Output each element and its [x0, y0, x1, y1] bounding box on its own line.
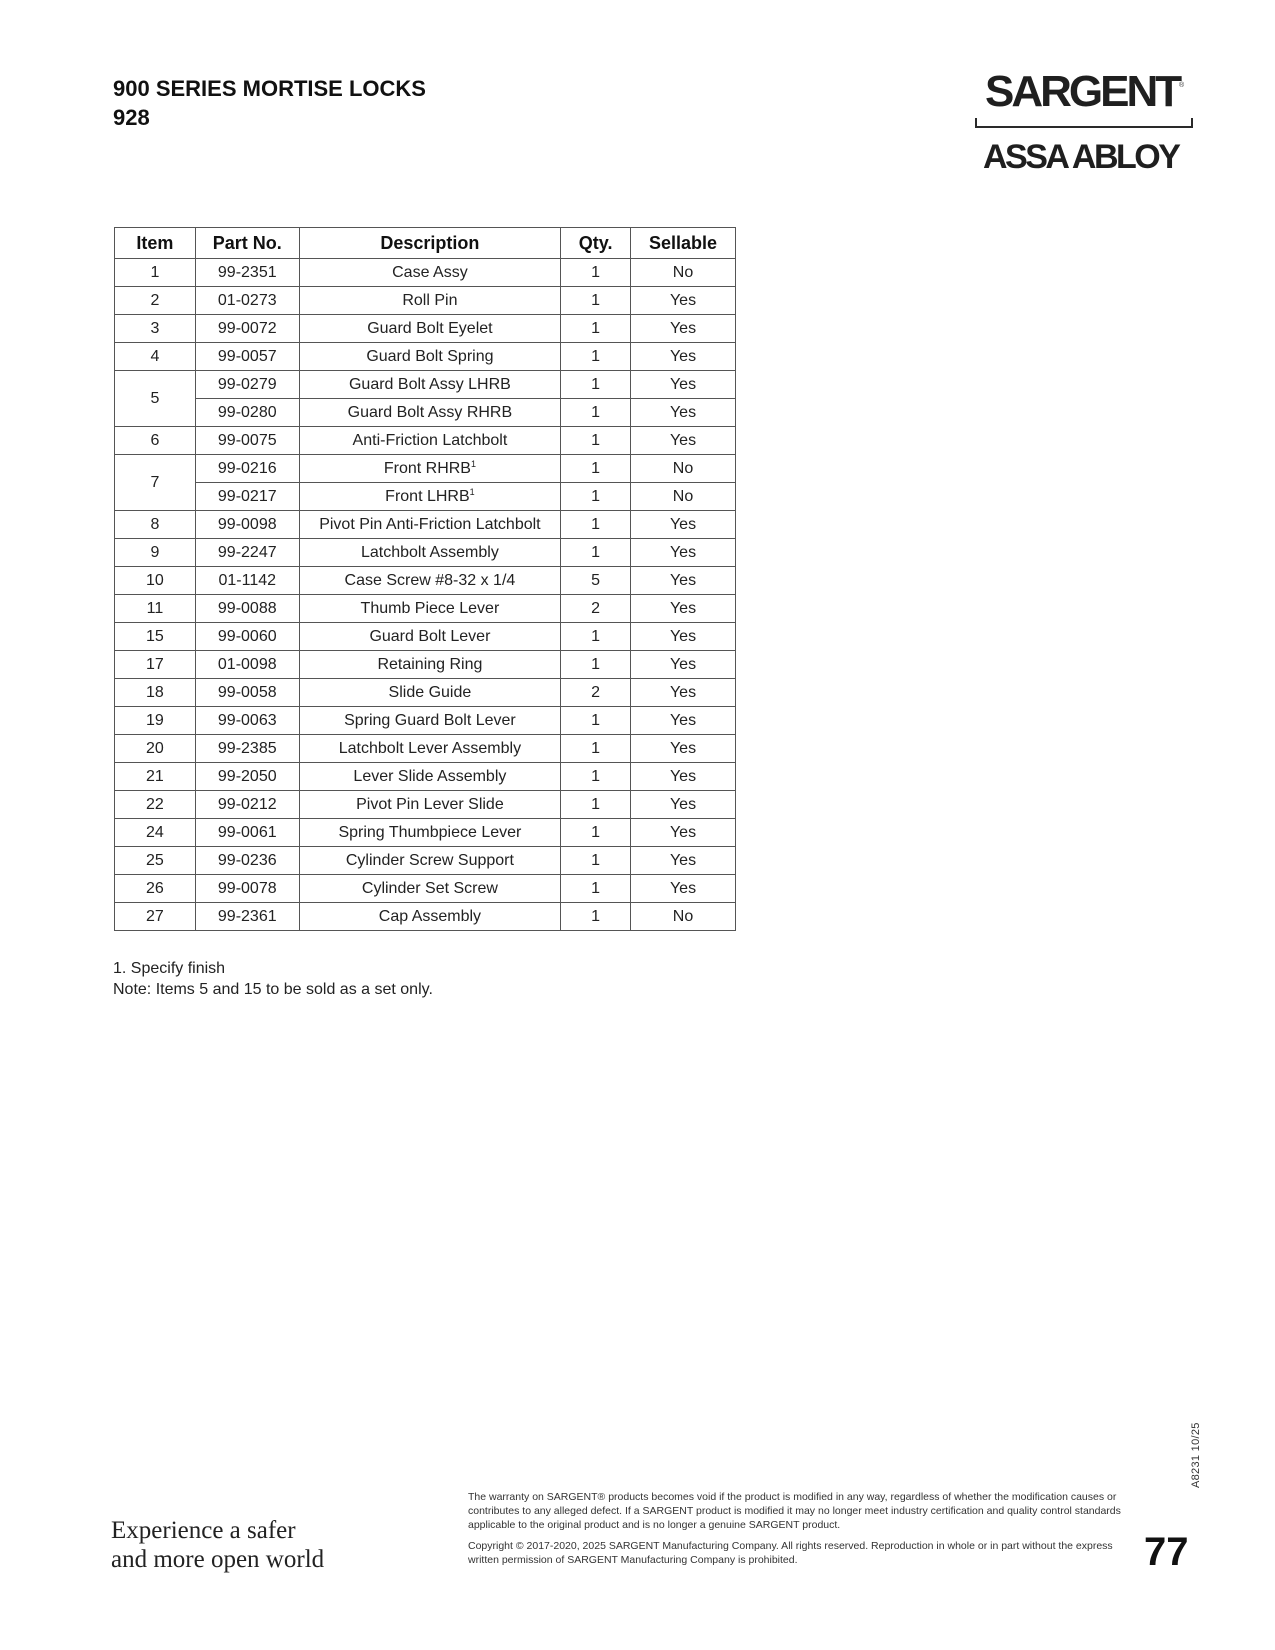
header-description: Description: [299, 228, 561, 259]
cell-description: Guard Bolt Assy LHRB: [299, 371, 561, 399]
cell-sellable: Yes: [631, 763, 736, 791]
cell-item: 10: [115, 567, 196, 595]
cell-qty: 1: [561, 455, 631, 483]
cell-sellable: No: [631, 259, 736, 287]
cell-description: Case Screw #8-32 x 1/4: [299, 567, 561, 595]
cell-part-no: 99-0216: [195, 455, 299, 483]
cell-qty: 1: [561, 819, 631, 847]
description-text: Front LHRB: [385, 487, 470, 505]
cell-qty: 1: [561, 875, 631, 903]
cell-description: Spring Guard Bolt Lever: [299, 707, 561, 735]
cell-part-no: 99-0212: [195, 791, 299, 819]
table-row: [115, 287, 736, 315]
table-row: [115, 707, 736, 735]
document-code: A8231 10/25: [1190, 1422, 1202, 1488]
table-row: [115, 791, 736, 819]
cell-part-no: 99-2050: [195, 763, 299, 791]
cell-sellable: Yes: [631, 651, 736, 679]
cell-sellable: No: [631, 483, 736, 511]
cell-item: 21: [115, 763, 196, 791]
cell-item: 9: [115, 539, 196, 567]
cell-description: Latchbolt Lever Assembly: [299, 735, 561, 763]
cell-qty: 1: [561, 847, 631, 875]
cell-part-no: 99-0063: [195, 707, 299, 735]
cell-part-no: 99-0057: [195, 343, 299, 371]
table-row: [115, 343, 736, 371]
cell-qty: 1: [561, 483, 631, 511]
cell-qty: 2: [561, 679, 631, 707]
logo-brand: SARGENT: [985, 67, 1180, 116]
cell-description: [299, 455, 561, 483]
cell-item: 5: [115, 371, 196, 427]
cell-part-no: 99-2351: [195, 259, 299, 287]
cell-description: Lever Slide Assembly: [299, 763, 561, 791]
cell-part-no: 01-1142: [195, 567, 299, 595]
cell-item: 18: [115, 679, 196, 707]
copyright-text: Copyright © 2017-2020, 2025 SARGENT Manufacturing Company. All rights reserved. Reproduction in whole or in part without the express written permission of SARGENT Manufacturing Company is prohibited.: [468, 1540, 1113, 1566]
cell-description: Guard Bolt Lever: [299, 623, 561, 651]
cell-description: Slide Guide: [299, 679, 561, 707]
header-sellable: Sellable: [631, 228, 736, 259]
cell-qty: 1: [561, 651, 631, 679]
table-row: [115, 511, 736, 539]
cell-item: 19: [115, 707, 196, 735]
cell-sellable: Yes: [631, 315, 736, 343]
page-number: 77: [1144, 1530, 1189, 1574]
cell-part-no: 99-2247: [195, 539, 299, 567]
table-notes: [113, 958, 433, 1000]
cell-item: 25: [115, 847, 196, 875]
cell-sellable: Yes: [631, 791, 736, 819]
cell-description: Cylinder Set Screw: [299, 875, 561, 903]
cell-item: 11: [115, 595, 196, 623]
cell-description: Pivot Pin Anti-Friction Latchbolt: [299, 511, 561, 539]
cell-part-no: 01-0273: [195, 287, 299, 315]
table-row: [115, 259, 736, 287]
cell-part-no: 99-0217: [195, 483, 299, 511]
footnote-marker: 1: [469, 486, 475, 497]
description-text: Front RHRB: [383, 459, 471, 477]
cell-sellable: Yes: [631, 567, 736, 595]
table-row: [115, 875, 736, 903]
cell-description: Guard Bolt Spring: [299, 343, 561, 371]
table-row: [115, 679, 736, 707]
cell-qty: 5: [561, 567, 631, 595]
cell-sellable: No: [631, 903, 736, 931]
title-model: 928: [113, 105, 150, 130]
sargent-assa-abloy-logo: [975, 68, 1195, 178]
cell-part-no: 99-0060: [195, 623, 299, 651]
cell-part-no: 99-0236: [195, 847, 299, 875]
cell-sellable: Yes: [631, 847, 736, 875]
cell-sellable: Yes: [631, 539, 736, 567]
cell-sellable: Yes: [631, 287, 736, 315]
cell-description: Cylinder Screw Support: [299, 847, 561, 875]
cell-part-no: 99-0280: [195, 399, 299, 427]
title-series: 900 SERIES MORTISE LOCKS: [113, 76, 426, 101]
logo-registered-mark: ®: [1179, 82, 1185, 89]
cell-sellable: Yes: [631, 595, 736, 623]
cell-description: Retaining Ring: [299, 651, 561, 679]
cell-item: 26: [115, 875, 196, 903]
table-row: [115, 483, 736, 511]
cell-item: 4: [115, 343, 196, 371]
warranty-text: The warranty on SARGENT® products becomes void if the product is modified in any way, regardless of whether the modification causes or contributes to any alleged defect. If a SARGENT product is modified it may no longer meet industry certification and quality control standards applicable to the original product and is no longer a genuine SARGENT product.: [468, 1491, 1121, 1531]
set-note: Note: Items 5 and 15 to be sold as a set only.: [113, 981, 433, 998]
cell-item: 20: [115, 735, 196, 763]
cell-sellable: Yes: [631, 511, 736, 539]
parts-table: [114, 227, 736, 931]
cell-part-no: 99-0088: [195, 595, 299, 623]
cell-part-no: 99-0098: [195, 511, 299, 539]
table-row: [115, 819, 736, 847]
table-row: [115, 315, 736, 343]
logo-bracket: [975, 118, 1193, 128]
cell-qty: 1: [561, 259, 631, 287]
cell-qty: 1: [561, 539, 631, 567]
cell-description: Thumb Piece Lever: [299, 595, 561, 623]
table-body: [115, 259, 736, 931]
cell-item: 3: [115, 315, 196, 343]
cell-part-no: 99-0061: [195, 819, 299, 847]
cell-sellable: No: [631, 455, 736, 483]
table-row: [115, 847, 736, 875]
cell-sellable: Yes: [631, 399, 736, 427]
cell-qty: 2: [561, 595, 631, 623]
cell-part-no: 99-2361: [195, 903, 299, 931]
cell-description: Cap Assembly: [299, 903, 561, 931]
cell-item: 17: [115, 651, 196, 679]
table-header-row: [115, 228, 736, 259]
cell-item: 8: [115, 511, 196, 539]
cell-description: Case Assy: [299, 259, 561, 287]
cell-part-no: 99-0075: [195, 427, 299, 455]
table-row: [115, 455, 736, 483]
cell-description: Roll Pin: [299, 287, 561, 315]
cell-sellable: Yes: [631, 707, 736, 735]
cell-item: 1: [115, 259, 196, 287]
cell-qty: 1: [561, 763, 631, 791]
table-row: [115, 371, 736, 399]
cell-item: 22: [115, 791, 196, 819]
cell-sellable: Yes: [631, 819, 736, 847]
cell-part-no: 99-0072: [195, 315, 299, 343]
table-row: [115, 427, 736, 455]
legal-text: [468, 1490, 1128, 1574]
page-title: [113, 74, 426, 132]
footnote: 1. Specify finish: [113, 960, 226, 977]
cell-item: 15: [115, 623, 196, 651]
cell-description: Guard Bolt Eyelet: [299, 315, 561, 343]
table-row: [115, 567, 736, 595]
tagline-line1: Experience a safer: [111, 1517, 296, 1544]
cell-qty: 1: [561, 707, 631, 735]
cell-qty: 1: [561, 623, 631, 651]
cell-sellable: Yes: [631, 679, 736, 707]
cell-qty: 1: [561, 427, 631, 455]
header-part-no: Part No.: [195, 228, 299, 259]
cell-sellable: Yes: [631, 735, 736, 763]
table-row: [115, 651, 736, 679]
cell-description: Guard Bolt Assy RHRB: [299, 399, 561, 427]
cell-item: 27: [115, 903, 196, 931]
cell-sellable: Yes: [631, 623, 736, 651]
cell-sellable: Yes: [631, 343, 736, 371]
header-qty: Qty.: [561, 228, 631, 259]
logo-parent: ASSA ABLOY: [983, 138, 1179, 176]
cell-item: 2: [115, 287, 196, 315]
cell-part-no: 99-0058: [195, 679, 299, 707]
cell-qty: 1: [561, 343, 631, 371]
cell-description: [299, 483, 561, 511]
cell-qty: 1: [561, 287, 631, 315]
header-item: Item: [115, 228, 196, 259]
tagline-line2: and more open world: [111, 1546, 325, 1573]
cell-part-no: 01-0098: [195, 651, 299, 679]
table-row: [115, 763, 736, 791]
cell-sellable: Yes: [631, 875, 736, 903]
cell-item: 7: [115, 455, 196, 511]
cell-qty: 1: [561, 371, 631, 399]
cell-part-no: 99-2385: [195, 735, 299, 763]
cell-description: Spring Thumbpiece Lever: [299, 819, 561, 847]
cell-sellable: Yes: [631, 371, 736, 399]
table-row: [115, 399, 736, 427]
cell-qty: 1: [561, 903, 631, 931]
cell-description: Pivot Pin Lever Slide: [299, 791, 561, 819]
table-row: [115, 595, 736, 623]
table-row: [115, 623, 736, 651]
cell-sellable: Yes: [631, 427, 736, 455]
table-row: [115, 903, 736, 931]
cell-item: 24: [115, 819, 196, 847]
cell-part-no: 99-0279: [195, 371, 299, 399]
cell-qty: 1: [561, 315, 631, 343]
tagline: [111, 1516, 324, 1574]
cell-part-no: 99-0078: [195, 875, 299, 903]
cell-qty: 1: [561, 791, 631, 819]
table-row: [115, 735, 736, 763]
cell-description: Anti-Friction Latchbolt: [299, 427, 561, 455]
cell-qty: 1: [561, 511, 631, 539]
cell-item: 6: [115, 427, 196, 455]
cell-qty: 1: [561, 735, 631, 763]
cell-qty: 1: [561, 399, 631, 427]
cell-description: Latchbolt Assembly: [299, 539, 561, 567]
footnote-marker: 1: [470, 458, 476, 469]
table-row: [115, 539, 736, 567]
